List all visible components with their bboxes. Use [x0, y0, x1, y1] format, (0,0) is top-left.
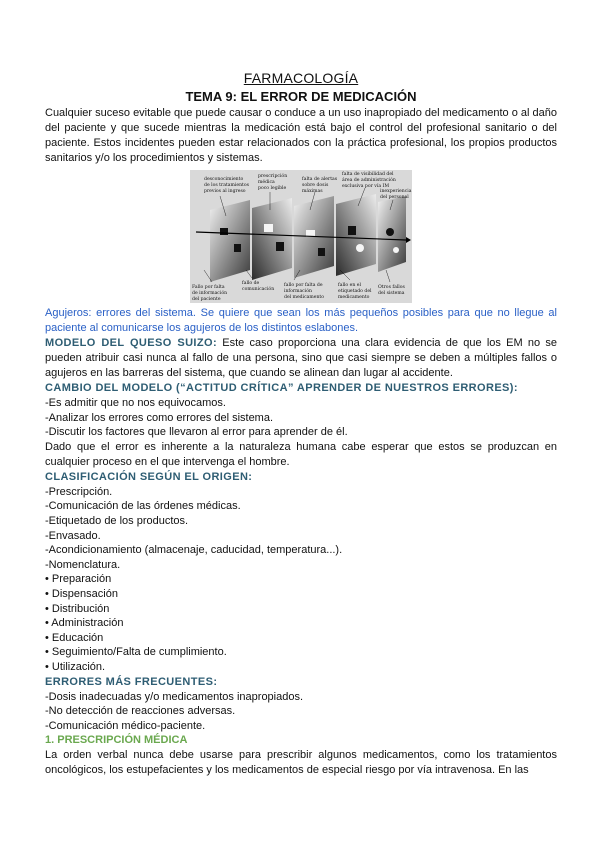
figure-label: comunicación: [242, 287, 275, 292]
figure-label: de los tratamientos: [204, 183, 250, 188]
barrier-hole: [276, 242, 284, 251]
model-change-list: [45, 396, 557, 440]
list-item: -Envasado.: [45, 529, 101, 542]
figure-label: inexperiencia: [380, 189, 412, 194]
swiss-cheese-figure: [190, 170, 412, 303]
list-item: -Prescripción.: [45, 485, 113, 498]
topic-heading: TEMA 9: EL ERROR DE MEDICACIÓN: [185, 89, 417, 104]
prescription-paragraph: La orden verbal nunca debe usarse para prescribir algunos medicamentos, como los tratamientos oncológicos, los estupefacientes y los medicamentos de especial riesgo por vía intravenosa. En las: [45, 749, 557, 777]
barrier-slab-2: [252, 198, 292, 280]
list-item: • Educación: [45, 631, 104, 644]
list-item: • Distribución: [45, 602, 110, 615]
figure-label: fallo de: [242, 281, 260, 286]
figure-label: información: [284, 289, 312, 294]
figure-label: fallo en el: [338, 283, 361, 288]
figure-label: Otros fallos: [378, 285, 405, 290]
classification-list: [45, 485, 557, 675]
figure-label: área de administración: [342, 178, 396, 183]
barrier-hole: [348, 226, 356, 235]
list-item: -Acondicionamiento (almacenaje, caducidad, temperatura...).: [45, 544, 343, 557]
model-change-closing: Dado que el error es inherente a la naturaleza humana cabe esperar que estos se produzcan en cualquier proceso en el que intervenga el hombre.: [45, 440, 557, 468]
frequent-errors-heading: ERRORES MÁS FRECUENTES:: [45, 675, 218, 688]
figure-label: máximas: [302, 189, 323, 194]
list-item: -Etiquetado de los productos.: [45, 514, 189, 527]
barrier-hole: [386, 228, 394, 236]
figure-caption: Agujeros: errores del sistema. Se quiere que sean los más pequeños posibles para que no llegue al paciente al comunicarse los agujeros de los distintos eslabones.: [45, 307, 557, 334]
barrier-hole: [393, 247, 399, 253]
figure-label: Fallo por falta: [192, 285, 225, 290]
figure-label: de información: [192, 291, 228, 296]
swiss-cheese-paragraph: [45, 336, 557, 381]
barrier-hole: [234, 244, 241, 252]
list-item: -Nomenclatura.: [45, 558, 121, 571]
model-change-heading: CAMBIO DEL MODELO (“ACTITUD CRÍTICA” APRENDER DE NUESTROS ERRORES):: [45, 382, 518, 394]
figure-label: desconocimiento: [204, 177, 244, 182]
barrier-slab-1: [210, 200, 250, 282]
figure-label: medicamento: [338, 295, 370, 300]
barrier-hole: [356, 244, 364, 252]
list-item: -Dosis inadecuadas y/o medicamentos inapropiados.: [45, 690, 304, 703]
figure-label: exclusiva por vía IM: [342, 184, 390, 189]
list-item: • Seguimiento/Falta de cumplimiento.: [45, 646, 227, 659]
figure-label: sobre dosis: [302, 183, 329, 188]
figure-label: poco legible: [258, 186, 287, 191]
list-item: -Comunicación de las órdenes médicas.: [45, 500, 241, 513]
barrier-hole: [264, 224, 273, 232]
list-item: • Preparación: [45, 573, 112, 586]
figure-label: del personal: [380, 195, 409, 200]
swiss-cheese-diagram: [190, 170, 412, 303]
figure-label: prescripción: [258, 174, 288, 179]
intro-paragraph: Cualquier suceso evitable que puede causar o conduce a un uso inapropiado del medicamento o al daño del paciente y que sucede mientras la medicación está bajo el control del profesional sanitario o del paciente. Estos incidentes pueden estar relacionados con la práctica profesional, los propios productos sanitarios y/o los procedimientos y sistemas.: [45, 107, 557, 164]
figure-label: fallo por falta de: [284, 283, 323, 288]
figure-label: médica: [258, 180, 275, 185]
classification-heading: CLASIFICACIÓN SEGÚN EL ORIGEN:: [45, 470, 253, 483]
barrier-hole: [318, 248, 325, 256]
figure-label: falta de alertas: [302, 177, 338, 182]
figure-label: falta de visibilidad del: [342, 172, 394, 177]
list-item: -Analizar los errores como errores del sistema.: [45, 411, 274, 424]
list-item: • Utilización.: [45, 660, 106, 673]
list-item: -Es admitir que no nos equivocamos.: [45, 397, 226, 409]
document-title: FARMACOLOGÍA: [243, 70, 359, 86]
figure-label: del paciente: [192, 297, 221, 302]
barrier-hole: [220, 228, 228, 235]
figure-label: del medicamento: [284, 295, 325, 300]
list-item: • Dispensación: [45, 587, 118, 600]
document-page: [45, 70, 557, 778]
swiss-cheese-heading: MODELO DEL QUESO SUIZO:: [45, 337, 218, 349]
swiss-cheese-text: Este caso proporciona una clara evidencia de que los EM no se pueden atribuir casi nunca al fallo de una persona, sino que casi siempre se deben a múltiples fallos o agujeros en las barreras del sistema, que cuando se alinean dan lugar al accidente.: [45, 337, 557, 379]
figure-label: del sistema: [378, 291, 405, 296]
list-item: -Discutir los factores que llevaron al error para aprender de él.: [45, 426, 348, 439]
frequent-errors-list: [45, 690, 557, 734]
figure-label: previos al ingreso: [204, 189, 246, 194]
list-item: -No detección de reacciones adversas.: [45, 705, 236, 718]
figure-label: etiquetado del: [338, 289, 372, 294]
list-item: -Comunicación médico-paciente.: [45, 719, 206, 732]
list-item: • Administración: [45, 617, 124, 630]
prescription-heading: 1. PRESCRIPCIÓN MÉDICA: [45, 734, 188, 747]
